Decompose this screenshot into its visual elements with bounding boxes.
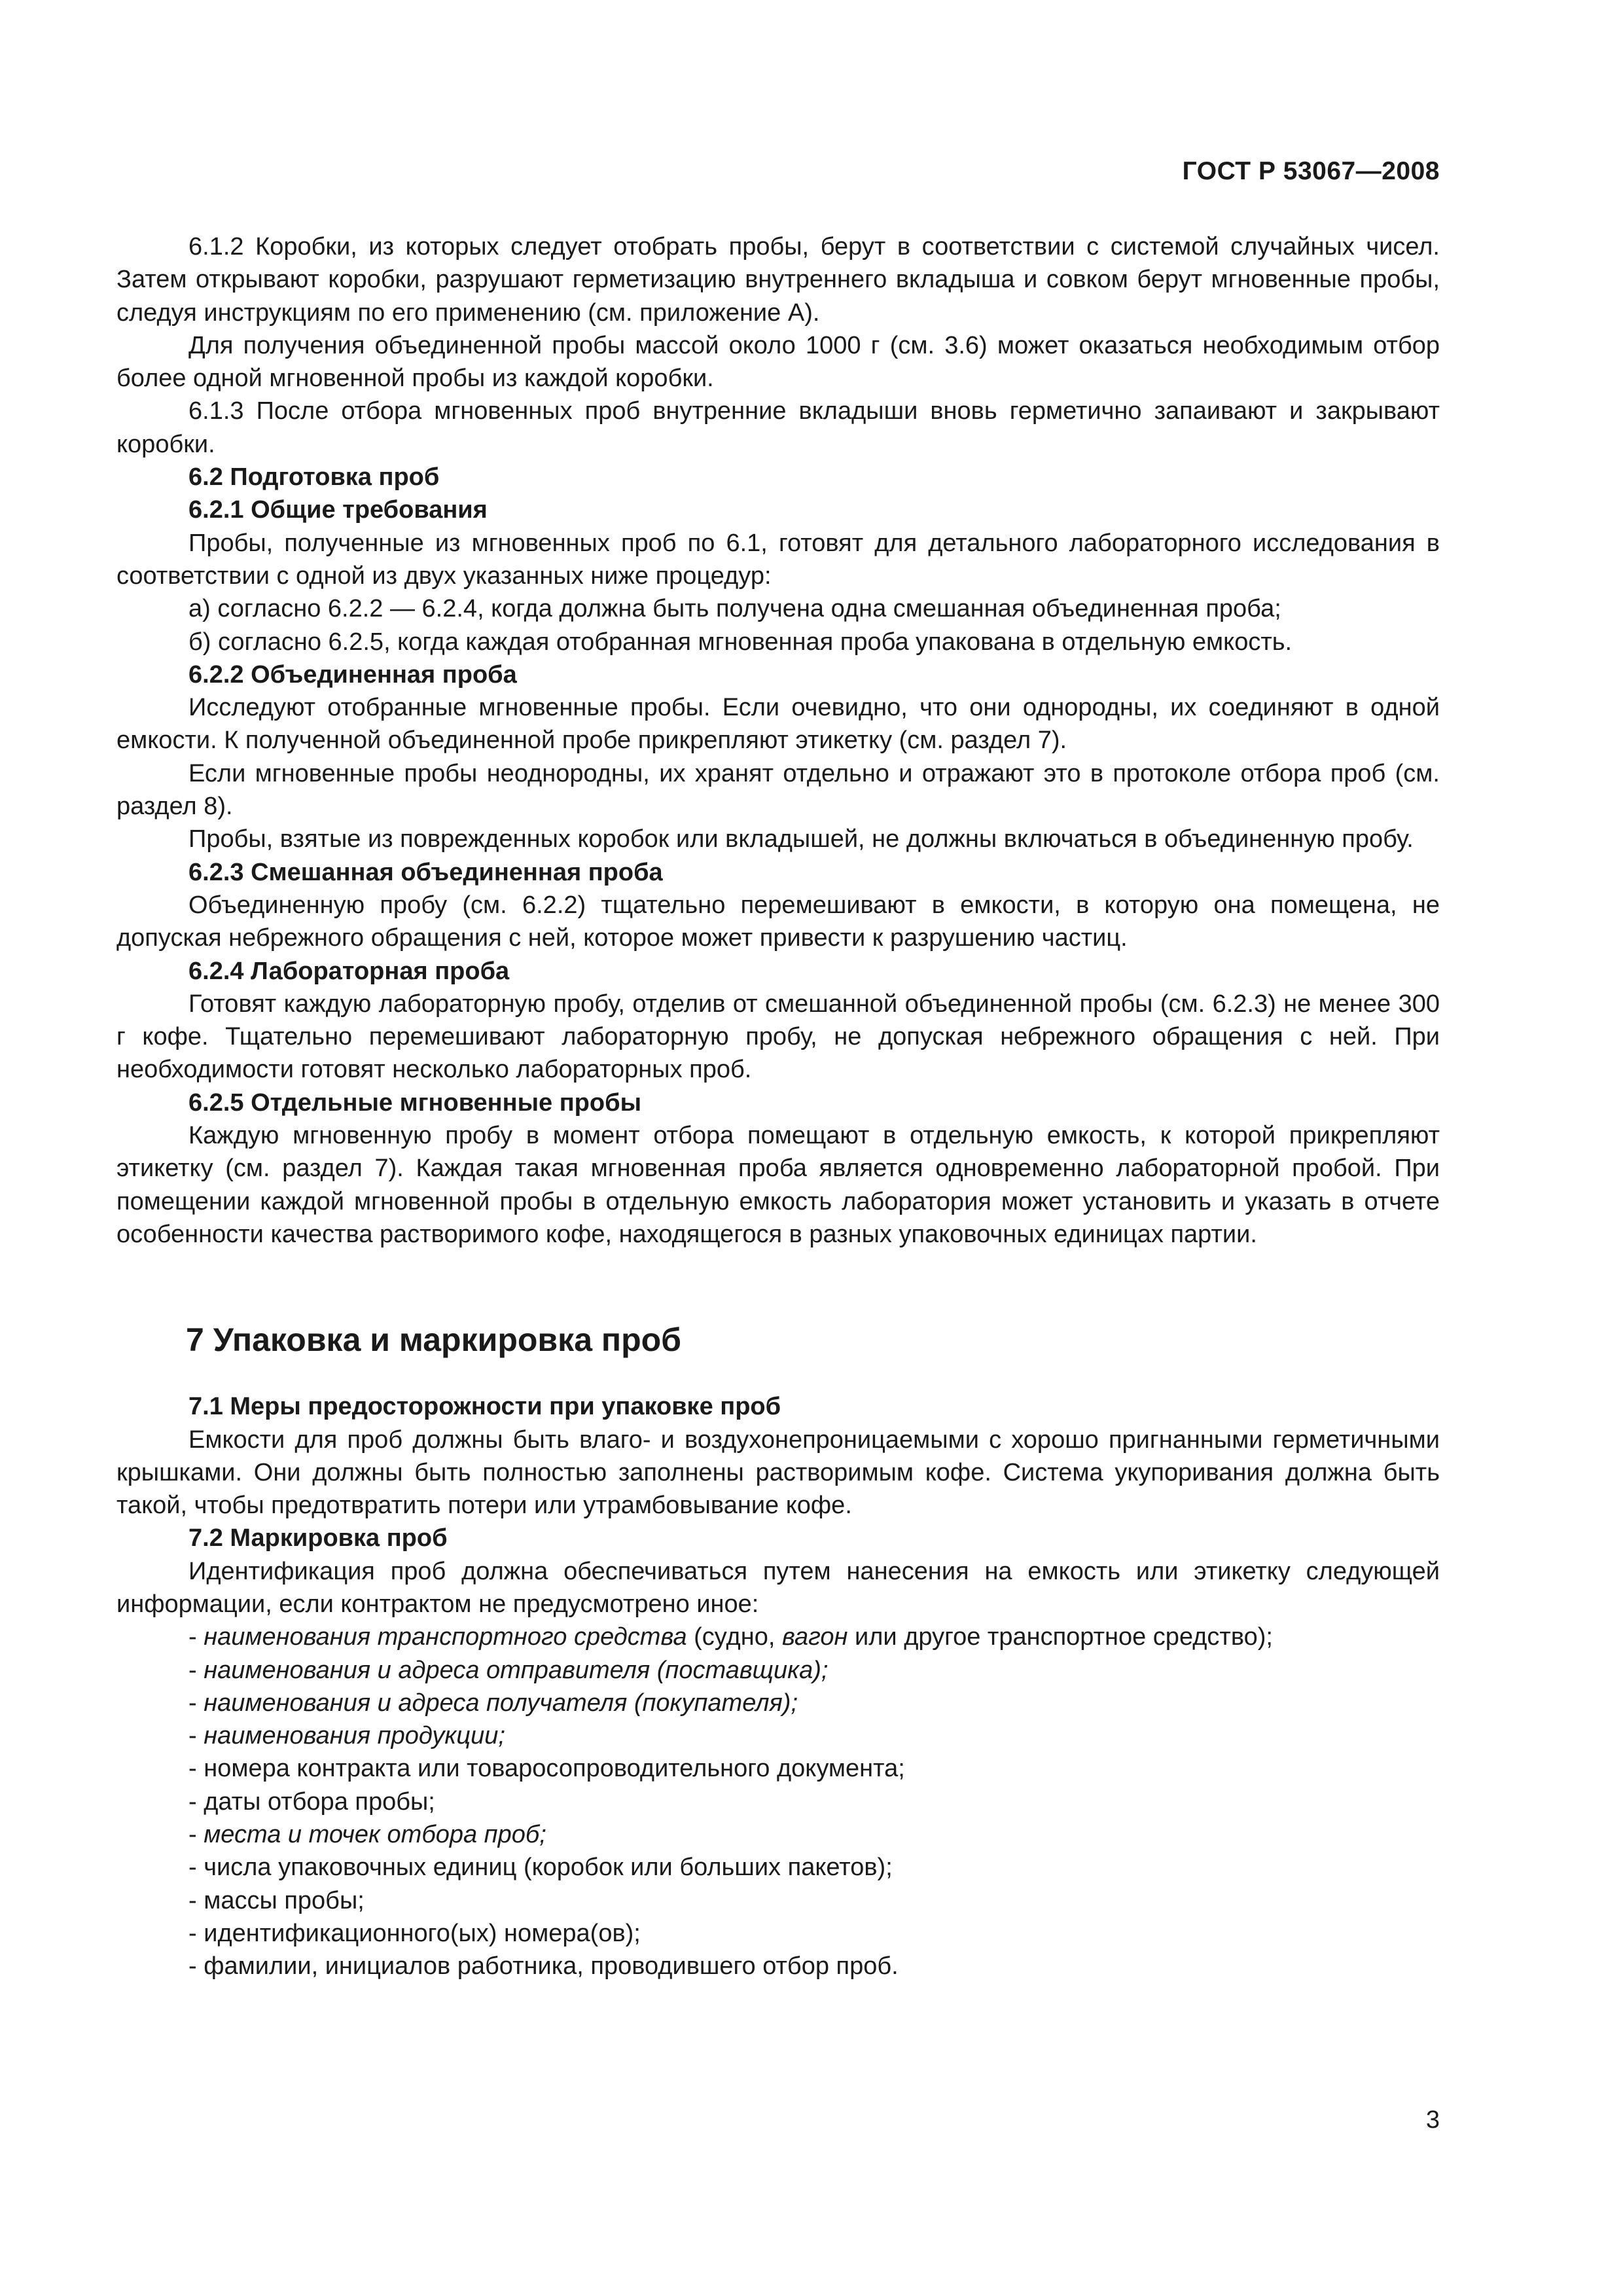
list-item-text: - даты отбора пробы;: [188, 1787, 435, 1816]
subsection-heading: 6.2.2 Объединенная проба: [188, 660, 517, 689]
list-item: [116, 1785, 1440, 1818]
list-item-text: (судно,: [687, 1623, 782, 1651]
section-heading: 7 Упаковка и маркировка проб: [186, 1321, 682, 1359]
page-number: 3: [1425, 2106, 1440, 2134]
subsection-heading: 7.2 Маркировка проб: [188, 1524, 448, 1552]
subsection-heading: 6.2.5 Отдельные мгновенные пробы: [188, 1088, 642, 1117]
paragraph: Готовят каждую лабораторную пробу, отделив от смешанной объединенной пробы (см. 6.2.3) не менее 300 г кофе. Тщательно перемешивают лабораторную пробу, не допуская небрежного обращения с ней. При необходимости готовят несколько лабораторных проб.: [116, 990, 1440, 1084]
list-item: [116, 1851, 1440, 1884]
list-item-text: места и точек отбора проб;: [204, 1821, 546, 1849]
list-item: [116, 1719, 1440, 1752]
subsection-heading: 7.1 Меры предосторожности при упаковке проб: [188, 1393, 781, 1421]
list-item: [116, 1654, 1440, 1687]
list-item: [116, 1621, 1440, 1653]
subsection-heading: 6.2.1 Общие требования: [188, 496, 488, 524]
list-item-text: -: [188, 1821, 204, 1849]
list-item-text: -: [188, 1722, 204, 1750]
list-item-text: - массы пробы;: [188, 1886, 365, 1914]
paragraph: Если мгновенные пробы неоднородны, их хранят отдельно и отражают это в протоколе отбора проб (см. раздел 8).: [116, 759, 1440, 821]
list-item: [116, 1950, 1440, 1982]
list-item: [116, 1687, 1440, 1719]
list-item: [116, 1917, 1440, 1950]
list-item: [116, 1752, 1440, 1785]
paragraph: 6.1.2 Коробки, из которых следует отобрать пробы, берут в соответствии с системой случайных чисел. Затем открывают коробки, разрушают герметизацию внутреннего вкладыша и совком берут мгновенные пробы, следуя инструкциям по его применению (см. приложение А).: [116, 233, 1440, 327]
list-item-text: или другое транспортное средство);: [847, 1623, 1273, 1651]
paragraph: Каждую мгновенную пробу в момент отбора помещают в отдельную емкость, к которой прикрепляют этикетку (см. раздел 7). Каждая такая мгновенная проба является одновременно лабораторной пробой. При помещении каждой мгновенной пробы в отдельную емкость лаборатория может установить и указать в отчете особенности качества растворимого кофе, находящегося в разных упаковочных единицах партии.: [116, 1122, 1440, 1248]
list-item-text: наименования и адреса отправителя (поставщика);: [204, 1656, 829, 1684]
paragraph: Для получения объединенной пробы массой около 1000 г (см. 3.6) может оказаться необходимым отбор более одной мгновенной пробы из каждой коробки.: [116, 331, 1440, 393]
list-item-text: - идентификационного(ых) номера(ов);: [188, 1919, 641, 1947]
document-body: [116, 230, 1440, 1983]
paragraph: Идентификация проб должна обеспечиваться путем нанесения на емкость или этикетку следующей информации, если контрактом не предусмотрено иное:: [116, 1557, 1440, 1618]
list-item-text: вагон: [781, 1623, 848, 1651]
paragraph: Емкости для проб должны быть влаго- и воздухонепроницаемыми с хорошо пригнанными герметичными крышками. Они должны быть полностью заполнены растворимым кофе. Система укупоривания должна быть такой, чтобы предотвратить потери или утрамбовывание кофе.: [116, 1426, 1440, 1520]
list-item: [116, 1818, 1440, 1851]
subsection-heading: 6.2.3 Смешанная объединенная проба: [188, 858, 663, 886]
list-item-text: - номера контракта или товаросопроводительного документа;: [188, 1755, 905, 1783]
list-item-text: - числа упаковочных единиц (коробок или больших пакетов);: [188, 1854, 893, 1882]
paragraph: Пробы, взятые из поврежденных коробок или вкладышей, не должны включаться в объединенную пробу.: [188, 825, 1414, 853]
list-item-text: -: [188, 1656, 204, 1684]
subsection-heading: 6.2.4 Лабораторная проба: [188, 957, 510, 985]
paragraph: Исследуют отобранные мгновенные пробы. Если очевидно, что они однородны, их соединяют в одной емкости. К полученной объединенной пробе прикрепляют этикетку (см. раздел 7).: [116, 694, 1440, 755]
subsection-heading: 6.2 Подготовка проб: [188, 463, 440, 492]
list-item: [116, 1884, 1440, 1917]
list-item-text: -: [188, 1689, 204, 1717]
list-item-text: - фамилии, инициалов работника, проводившего отбор проб.: [188, 1952, 899, 1981]
paragraph: Объединенную пробу (см. 6.2.2) тщательно перемешивают в емкости, в которую она помещена, не допуская небрежного обращения с ней, которое может привести к разрушению частиц.: [116, 891, 1440, 952]
list-item-text: -: [188, 1623, 204, 1651]
paragraph: 6.1.3 После отбора мгновенных проб внутренние вкладыши вновь герметично запаивают и закрывают коробки.: [116, 397, 1440, 458]
list-item-text: наименования и адреса получателя (покупателя);: [204, 1689, 798, 1717]
list-item-text: наименования продукции;: [204, 1722, 505, 1750]
list-item-text: наименования транспортного средства: [204, 1623, 687, 1651]
document-header-id: ГОСТ Р 53067—2008: [1182, 157, 1440, 185]
paragraph: Пробы, полученные из мгновенных проб по 6.1, готовят для детального лабораторного исследования в соответствии с одной из двух указанных ниже процедур:: [116, 529, 1440, 590]
paragraph: б) согласно 6.2.5, когда каждая отобранная мгновенная проба упакована в отдельную емкость.: [188, 628, 1293, 656]
paragraph: а) согласно 6.2.2 — 6.2.4, когда должна быть получена одна смешанная объединенная проба;: [188, 595, 1281, 623]
